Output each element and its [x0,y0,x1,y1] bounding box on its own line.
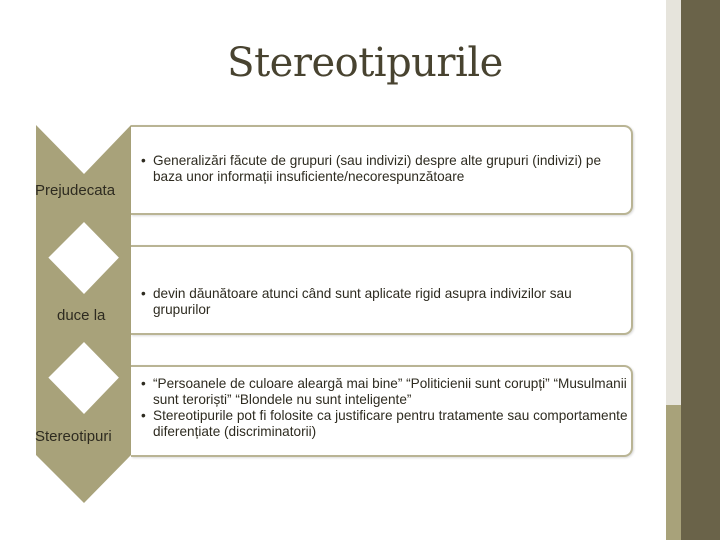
row-label-stereotipuri: Stereotipuri [35,428,112,445]
row-box-prejudecata [131,125,633,215]
row-label-prejudecata: Prejudecata [35,182,116,199]
row-box-duce-la [131,245,633,335]
row-box-stereotipuri [131,365,633,457]
bullet-text: • Stereotipurile pot fi folosite ca justificare pentru tratamente sau comportamente diferențiate (discriminatorii) [153,408,631,440]
slide-title: Stereotipurile [227,40,503,86]
bullet-text: • devin dăunătoare atunci când sunt aplicate rigid asupra indivizilor sau grupurilor [153,286,631,318]
bullet-text: • Generalizări făcute de grupuri (sau indivizi) despre alte grupuri (indivizi) pe baza unor informații insuficiente/necorespunzătoare [153,153,631,185]
row-label-duce-la: duce la [57,307,106,324]
bullet-text: • “Persoanele de culoare aleargă mai bine” “Politicienii sunt corupți” “Musulmanii sunt teroriști” “Blondele nu sunt inteligente” [153,376,631,408]
